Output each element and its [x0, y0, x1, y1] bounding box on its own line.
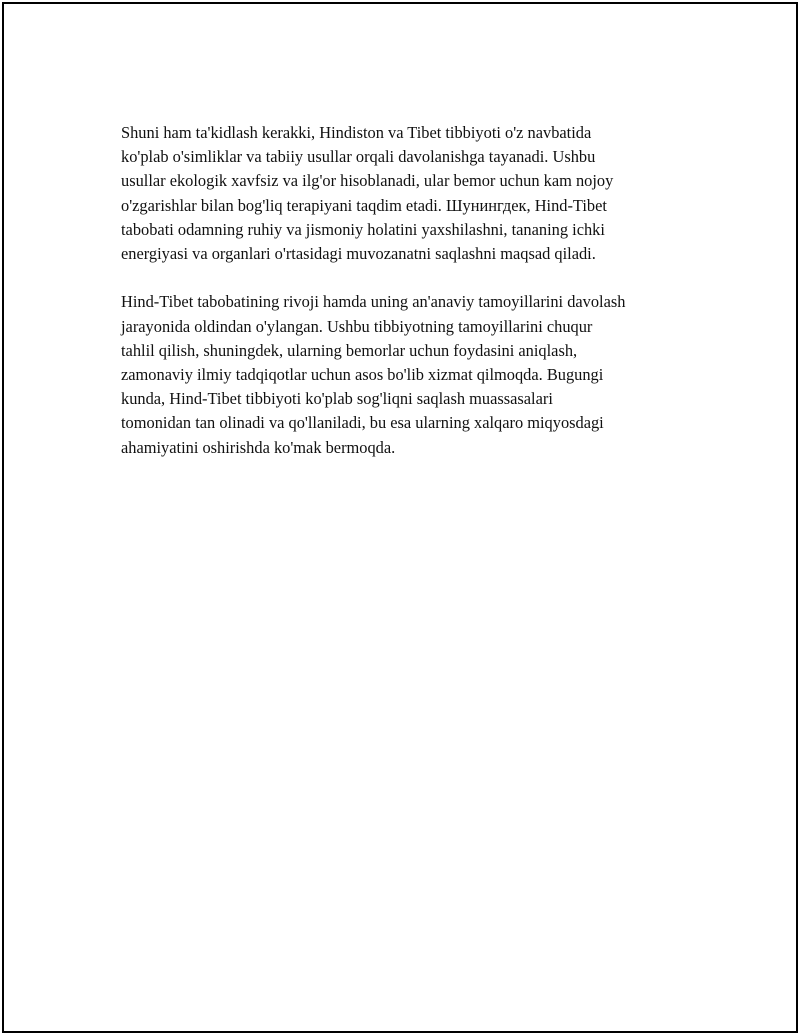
text-line: tahlil qilish, shuningdek, ularning bemorlar uchun foydasini aniqlash,	[121, 340, 578, 360]
text-line: jarayonida oldindan o'ylangan. Ushbu tibbiyotning tamoyillarini chuqur	[121, 316, 593, 336]
text-line: energiyasi va organlari o'rtasidagi muvozanatni saqlashni maqsad qiladi.	[121, 244, 596, 264]
page-border	[2, 2, 798, 1033]
text-line: tabobati odamning ruhiy va jismoniy holatini yaxshilashni, tananing ichki	[121, 219, 605, 239]
text-line: ahamiyatini oshirishda ko'mak bermoqda.	[121, 437, 396, 457]
paragraph-2	[121, 290, 721, 459]
text-line: Hind-Tibet tabobatining rivoji hamda uning an'anaviy tamoyillarini davolash	[121, 292, 626, 312]
document-body	[121, 121, 721, 484]
text-line: o'zgarishlar bilan bog'liq terapiyani taqdim etadi. Шунингдек, Hind-Tibet	[121, 195, 607, 215]
text-line: zamonaviy ilmiy tadqiqotlar uchun asos bo'lib xizmat qilmoqda. Bugungi	[121, 365, 604, 385]
text-line: tomonidan tan olinadi va qo'llaniladi, bu esa ularning xalqaro miqyosdagi	[121, 413, 604, 433]
paragraph-1	[121, 121, 721, 266]
text-line: ko'plab o'simliklar va tabiiy usullar orqali davolanishga tayanadi. Ushbu	[121, 147, 596, 167]
text-line: usullar ekologik xavfsiz va ilg'or hisoblanadi, ular bemor uchun kam nojoy	[121, 171, 614, 191]
text-line: Shuni ham ta'kidlash kerakki, Hindiston va Tibet tibbiyoti o'z navbatida	[121, 123, 592, 142]
text-line: kunda, Hind-Tibet tibbiyoti ko'plab sog'liqni saqlash muassasalari	[121, 389, 553, 409]
